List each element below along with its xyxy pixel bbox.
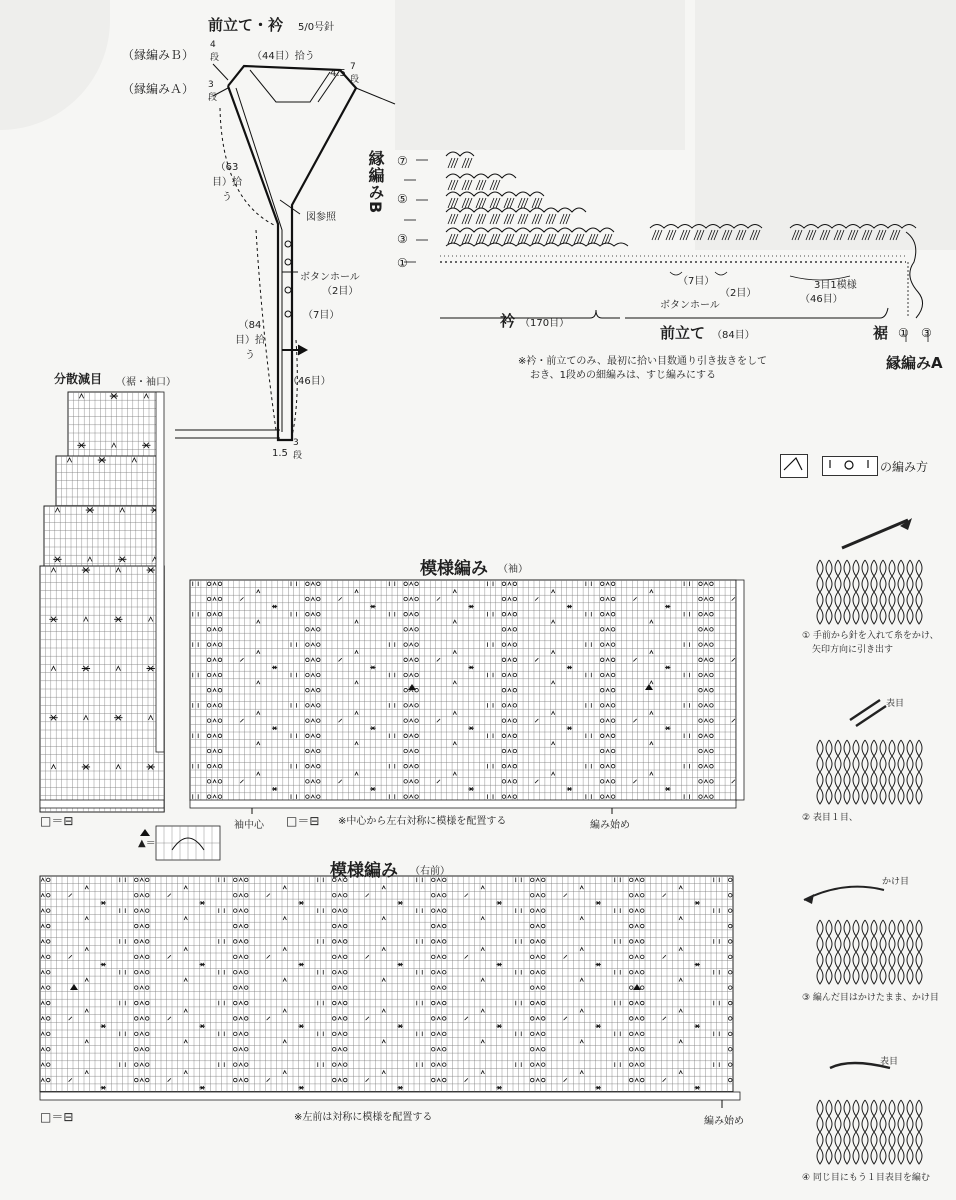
- knit-loop: [853, 576, 868, 592]
- row-label-3: ③: [397, 232, 408, 246]
- st-46-label: （46目）: [288, 376, 331, 387]
- howto-step2-fabric: [817, 700, 922, 804]
- knit-loop: [817, 1116, 832, 1132]
- hem-row-1: ①: [898, 326, 909, 340]
- detail-buttonhole: ボタンホール: [660, 300, 720, 311]
- knit-loop: [817, 788, 832, 804]
- knit-loop: [835, 952, 850, 968]
- knit-loop: [907, 560, 922, 576]
- knit-loop: [835, 788, 850, 804]
- knit-loop: [853, 1100, 868, 1116]
- howto-step4-label: 表目: [880, 1057, 899, 1067]
- knit-loop: [835, 608, 850, 624]
- howto-title: の編み方: [880, 460, 929, 474]
- knit-loop: [907, 576, 922, 592]
- knit-loop: [817, 1100, 832, 1116]
- knit-loop: [853, 772, 868, 788]
- knit-loop: [853, 1132, 868, 1148]
- edge-b-label: （縁編みＢ）: [122, 48, 195, 62]
- decrease-title: 分散減目: [54, 372, 103, 386]
- front-pattern-subtitle: （右前）: [410, 866, 450, 877]
- knit-loop: [835, 1116, 850, 1132]
- knit-loop: [871, 756, 886, 772]
- knit-loop: [835, 1132, 850, 1148]
- knit-loop: [907, 1132, 922, 1148]
- sleeve-pattern-title: 模様編み: [420, 559, 488, 579]
- front-pattern-title: 模様編み: [330, 861, 398, 881]
- howto-step2: ② 表目１目、: [802, 813, 858, 823]
- sleeve-center-label: 袖中心: [234, 820, 264, 831]
- knit-loop: [835, 560, 850, 576]
- inc-symbol-circle: [845, 461, 853, 469]
- needle-size: 5/0号針: [298, 22, 335, 33]
- knit-loop: [853, 920, 868, 936]
- knit-loop: [889, 1148, 904, 1164]
- sleeve-note: ※中心から左右対称に模様を配置する: [338, 816, 507, 827]
- buttonhole-label: ボタンホール: [300, 272, 360, 283]
- front-note: ※左前は対称に模様を配置する: [294, 1112, 433, 1123]
- pick-63-label: （63目）拾う: [212, 162, 242, 203]
- detail-motif: 3目1模様: [814, 280, 857, 291]
- knit-loop: [835, 1100, 850, 1116]
- knit-loop: [907, 936, 922, 952]
- knit-loop: [817, 1148, 832, 1164]
- knit-loop: [853, 592, 868, 608]
- edge-a-label-right: 縁編みA: [886, 354, 943, 372]
- knit-loop: [835, 920, 850, 936]
- knit-loop: [871, 1100, 886, 1116]
- knit-loop: [907, 952, 922, 968]
- howto-step3: ③ 編んだ目はかけたまま、かけ目: [802, 993, 939, 1003]
- knit-loop: [889, 920, 904, 936]
- howto-header-symbols: [784, 458, 868, 470]
- knit-loop: [907, 1100, 922, 1116]
- knit-loop: [907, 1116, 922, 1132]
- collar-count: （170目）: [520, 318, 570, 329]
- knit-loop: [817, 1132, 832, 1148]
- buttonhole-2-label: （2目）: [322, 286, 359, 297]
- knit-loop: [889, 772, 904, 788]
- placket-count: （84目）: [712, 330, 755, 341]
- knit-loop: [889, 608, 904, 624]
- knit-loop: [889, 756, 904, 772]
- knit-loop: [871, 968, 886, 984]
- knit-loop: [871, 592, 886, 608]
- detail-st-46: （46目）: [800, 294, 843, 305]
- rows-7-label: 7段: [350, 62, 360, 85]
- knit-loop: [853, 756, 868, 772]
- knit-loop: [907, 968, 922, 984]
- knit-loop: [871, 788, 886, 804]
- knit-loop: [871, 936, 886, 952]
- knit-loop: [889, 1132, 904, 1148]
- knit-loop: [853, 968, 868, 984]
- knit-loop: [889, 788, 904, 804]
- knit-loop: [853, 560, 868, 576]
- knit-loop: [871, 1116, 886, 1132]
- sleeve-legend: □＝⊟: [40, 814, 74, 828]
- knit-loop: [817, 576, 832, 592]
- knit-loop: [871, 1148, 886, 1164]
- val-45-label: 4.5: [330, 68, 346, 79]
- knit-loop: [817, 756, 832, 772]
- edge-b-vertical-label: 縁編みB: [366, 150, 385, 215]
- knit-loop: [889, 576, 904, 592]
- howto-needle-4: [830, 1063, 890, 1068]
- knit-loop: [853, 608, 868, 624]
- knit-loop: [889, 592, 904, 608]
- knit-loop: [907, 920, 922, 936]
- howto-yarn-3: [804, 887, 884, 900]
- howto-step1a: ① 手前から針を入れて糸をかけ、: [802, 631, 939, 641]
- howto-step3-label: かけ目: [882, 877, 910, 887]
- decrease-subtitle: （裾・袖口）: [116, 377, 176, 388]
- knit-loop: [835, 756, 850, 772]
- knit-loop: [871, 772, 886, 788]
- placket-label: 前立て: [660, 324, 706, 342]
- knit-loop: [817, 560, 832, 576]
- knit-loop: [889, 560, 904, 576]
- howto-needle-2: [850, 700, 886, 726]
- howto-step4-fabric: [817, 1063, 922, 1164]
- knit-loop: [907, 1148, 922, 1164]
- knit-loop: [853, 936, 868, 952]
- knit-loop: [835, 740, 850, 756]
- knit-loop: [835, 592, 850, 608]
- knit-loop: [889, 968, 904, 984]
- hem-label: 裾: [873, 324, 889, 342]
- collar-label: 衿: [500, 312, 516, 330]
- rows-4-label: 4段: [210, 40, 220, 63]
- knit-loop: [817, 952, 832, 968]
- howto-step4: ④ 同じ目にもう１目表目を編む: [802, 1173, 930, 1183]
- detail-st-7: （7目）: [678, 276, 715, 287]
- knit-loop: [871, 576, 886, 592]
- knit-loop: [853, 788, 868, 804]
- sleeve-pattern-subtitle: （袖）: [498, 564, 528, 575]
- knit-loop: [835, 1148, 850, 1164]
- row-label-5: ⑤: [397, 192, 408, 206]
- rows-3-label: 3段: [208, 80, 218, 103]
- val-15-label: 1.5: [272, 448, 288, 459]
- knit-loop: [889, 1100, 904, 1116]
- front-start-label: 編み始め: [704, 1116, 744, 1127]
- knit-loop: [907, 772, 922, 788]
- pick-44-label: （44目）拾う: [252, 51, 315, 62]
- knit-loop: [835, 772, 850, 788]
- knit-loop: [853, 952, 868, 968]
- howto-step1b: 矢印方向に引き出す: [812, 645, 894, 655]
- knit-loop: [907, 756, 922, 772]
- knit-loop: [871, 608, 886, 624]
- knit-loop: [817, 920, 832, 936]
- dec-symbol-glyph: [784, 458, 802, 470]
- knit-loop: [835, 936, 850, 952]
- pick-84-label: （84目）拾う: [235, 320, 265, 361]
- howto-step1-fabric: [817, 518, 922, 624]
- knit-loop: [889, 1116, 904, 1132]
- howto-needle-1: [842, 520, 908, 548]
- front-legend: □＝⊟: [40, 1110, 74, 1124]
- knit-loop: [817, 592, 832, 608]
- knit-loop: [907, 608, 922, 624]
- knit-loop: [871, 1132, 886, 1148]
- detail-note-2: おき、1段めの細編みは、すじ編みにする: [530, 370, 716, 381]
- knit-loop: [871, 920, 886, 936]
- knit-loop: [907, 592, 922, 608]
- hem-row-3: ③: [921, 326, 932, 340]
- howto-step2-label: 表目: [886, 699, 905, 709]
- knit-loop: [817, 608, 832, 624]
- sleeve-start-label: 編み始め: [590, 820, 630, 831]
- detail-note-1: ※衿・前立てのみ、最初に拾い目数通り引き抜きをして: [518, 356, 767, 367]
- row-label-1: ①: [397, 256, 408, 270]
- knit-loop: [871, 740, 886, 756]
- knit-loop: [907, 740, 922, 756]
- knit-loop: [853, 1148, 868, 1164]
- placket-collar-title: 前立て・衿: [208, 16, 284, 34]
- symbol-key-label: ▲＝: [138, 838, 156, 849]
- knit-loop: [817, 772, 832, 788]
- knit-loop: [889, 952, 904, 968]
- ref-fig-label: 図参照: [306, 212, 336, 223]
- knit-loop: [889, 740, 904, 756]
- st-7-label: （7目）: [303, 310, 340, 321]
- knit-loop: [817, 968, 832, 984]
- sleeve-legend-2: □＝⊟: [286, 814, 320, 828]
- rows-3b-label: 3段: [293, 438, 303, 461]
- knit-loop: [835, 968, 850, 984]
- howto-step3-fabric: [804, 887, 922, 984]
- knit-loop: [835, 576, 850, 592]
- knit-loop: [853, 1116, 868, 1132]
- knit-loop: [871, 952, 886, 968]
- knit-loop: [871, 560, 886, 576]
- knit-loop: [817, 740, 832, 756]
- detail-st-2: （2目）: [720, 288, 757, 299]
- edge-a-label: （縁編みＡ）: [122, 82, 195, 96]
- knit-loop: [889, 936, 904, 952]
- row-label-7: ⑦: [397, 154, 408, 168]
- knit-loop: [817, 936, 832, 952]
- knit-loop: [907, 788, 922, 804]
- knit-loop: [853, 740, 868, 756]
